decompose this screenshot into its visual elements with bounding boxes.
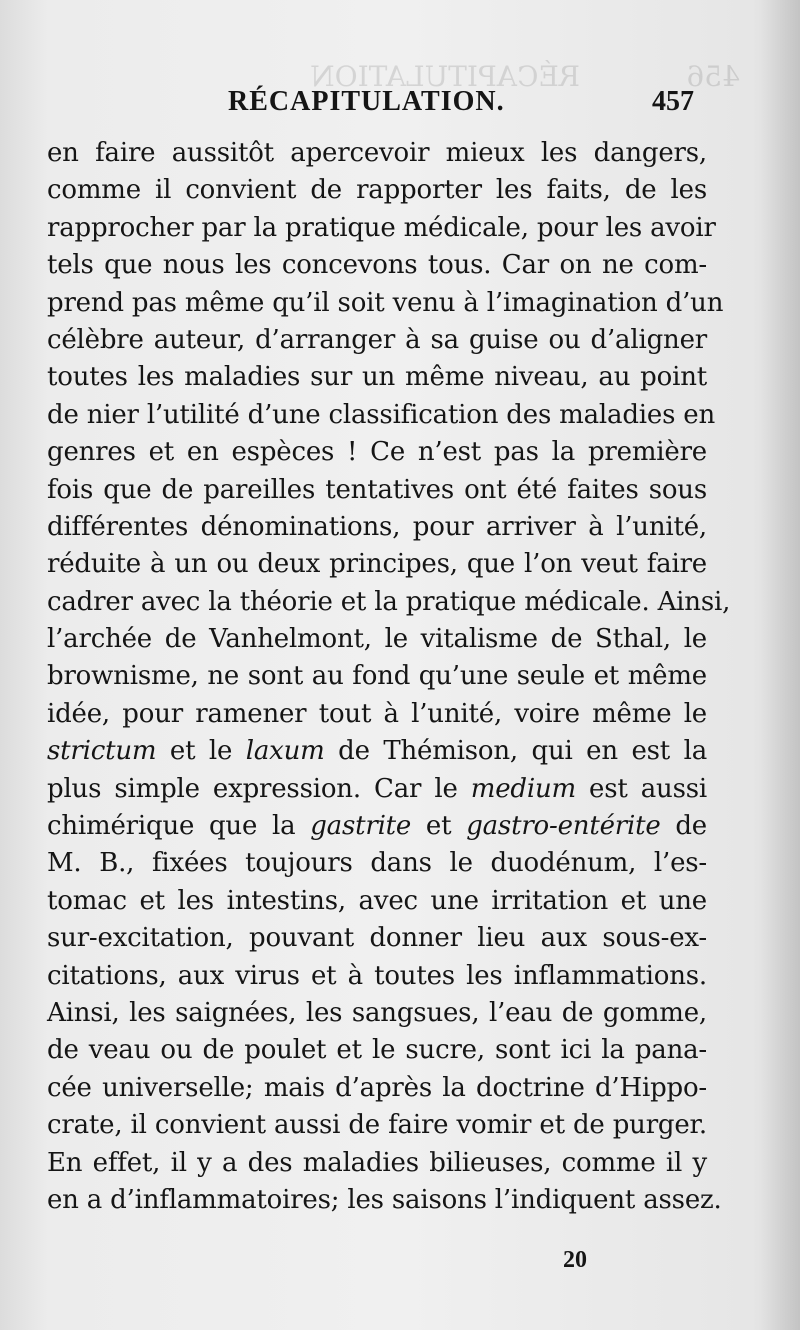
italic-term: medium: [470, 773, 576, 804]
page-number: 457: [652, 86, 694, 117]
text-line: différentes dénominations, pour arriver à l’unité,: [47, 511, 707, 542]
text-fragment: est aussi: [575, 773, 707, 804]
text-line: comme il convient de rapporter les faits, de les: [47, 175, 707, 206]
text-line: sur-excitation, pouvant donner lieu aux sous-ex-: [47, 923, 707, 954]
bleed-through-page-number: 456: [686, 60, 740, 93]
text-line: célèbre auteur, d’arranger à sa guise ou d’aligner: [47, 324, 707, 355]
signature-mark: 20: [563, 1247, 587, 1273]
text-fragment: de: [660, 811, 707, 842]
italic-term: gastro-entérite: [466, 811, 661, 842]
text-line: Ainsi, les saignées, les sangsues, l’eau de gomme,: [47, 997, 707, 1028]
text-fragment: et: [411, 811, 467, 842]
text-line: l’archée de Vanhelmont, le vitalisme de Sthal, le: [47, 624, 707, 655]
text-line: tomac et les intestins, avec une irritation et une: [47, 885, 707, 916]
text-fragment: chimérique que la: [47, 811, 311, 842]
page-edge-shadow: [760, 0, 800, 1330]
text-line: toutes les maladies sur un même niveau, au point: [47, 362, 707, 393]
text-line-with-italics: [47, 808, 707, 845]
text-line: cadrer avec la théorie et la pratique médicale. Ainsi,: [47, 586, 731, 617]
italic-term: gastrite: [310, 811, 412, 842]
text-fragment: et le: [156, 736, 246, 767]
text-line: cée universelle; mais d’après la doctrine d’Hippo-: [47, 1072, 707, 1103]
body-text: [47, 135, 731, 1219]
text-line: En effet, il y a des maladies bilieuses, comme il y: [47, 1147, 707, 1178]
italic-term: laxum: [245, 736, 325, 767]
text-line: rapprocher par la pratique médicale, pour les avoir: [47, 212, 716, 243]
text-line: tels que nous les concevons tous. Car on ne com-: [47, 250, 707, 281]
text-line: de nier l’utilité d’une classification des maladies en: [47, 399, 716, 430]
text-line: brownisme, ne sont au fond qu’une seule et même: [47, 661, 707, 692]
text-line: en faire aussitôt apercevoir mieux les dangers,: [47, 138, 707, 168]
text-line: prend pas même qu’il soit venu à l’imagination d’un: [47, 287, 724, 318]
text-line: genres et en espèces ! Ce n’est pas la première: [47, 437, 707, 468]
text-line: citations, aux virus et à toutes les inflammations.: [47, 960, 707, 991]
text-line: crate, il convient aussi de faire vomir et de purger.: [47, 1110, 707, 1141]
text-line-with-italics: [47, 771, 707, 808]
text-line: idée, pour ramener tout à l’unité, voire même le: [47, 698, 707, 729]
text-fragment: de Thémison, qui en est la: [324, 736, 707, 767]
text-line-with-italics: [47, 733, 707, 770]
page-header: [0, 86, 800, 126]
text-fragment: plus simple expression. Car le: [47, 773, 471, 804]
running-title: RÉCAPITULATION.: [228, 86, 505, 117]
italic-term: strictum: [47, 736, 157, 767]
text-line: fois que de pareilles tentatives ont été faites sous: [47, 474, 707, 505]
text-line: réduite à un ou deux principes, que l’on veut faire: [47, 549, 707, 580]
text-line: M. B., fixées toujours dans le duodénum, l’es-: [47, 848, 707, 879]
text-line: de veau ou de poulet et le sucre, sont ici la pana-: [47, 1035, 707, 1066]
text-line: en a d’inflammatoires; les saisons l’indiquent assez.: [47, 1184, 722, 1215]
bleed-through-title: RÉCAPITULATION: [310, 60, 580, 93]
